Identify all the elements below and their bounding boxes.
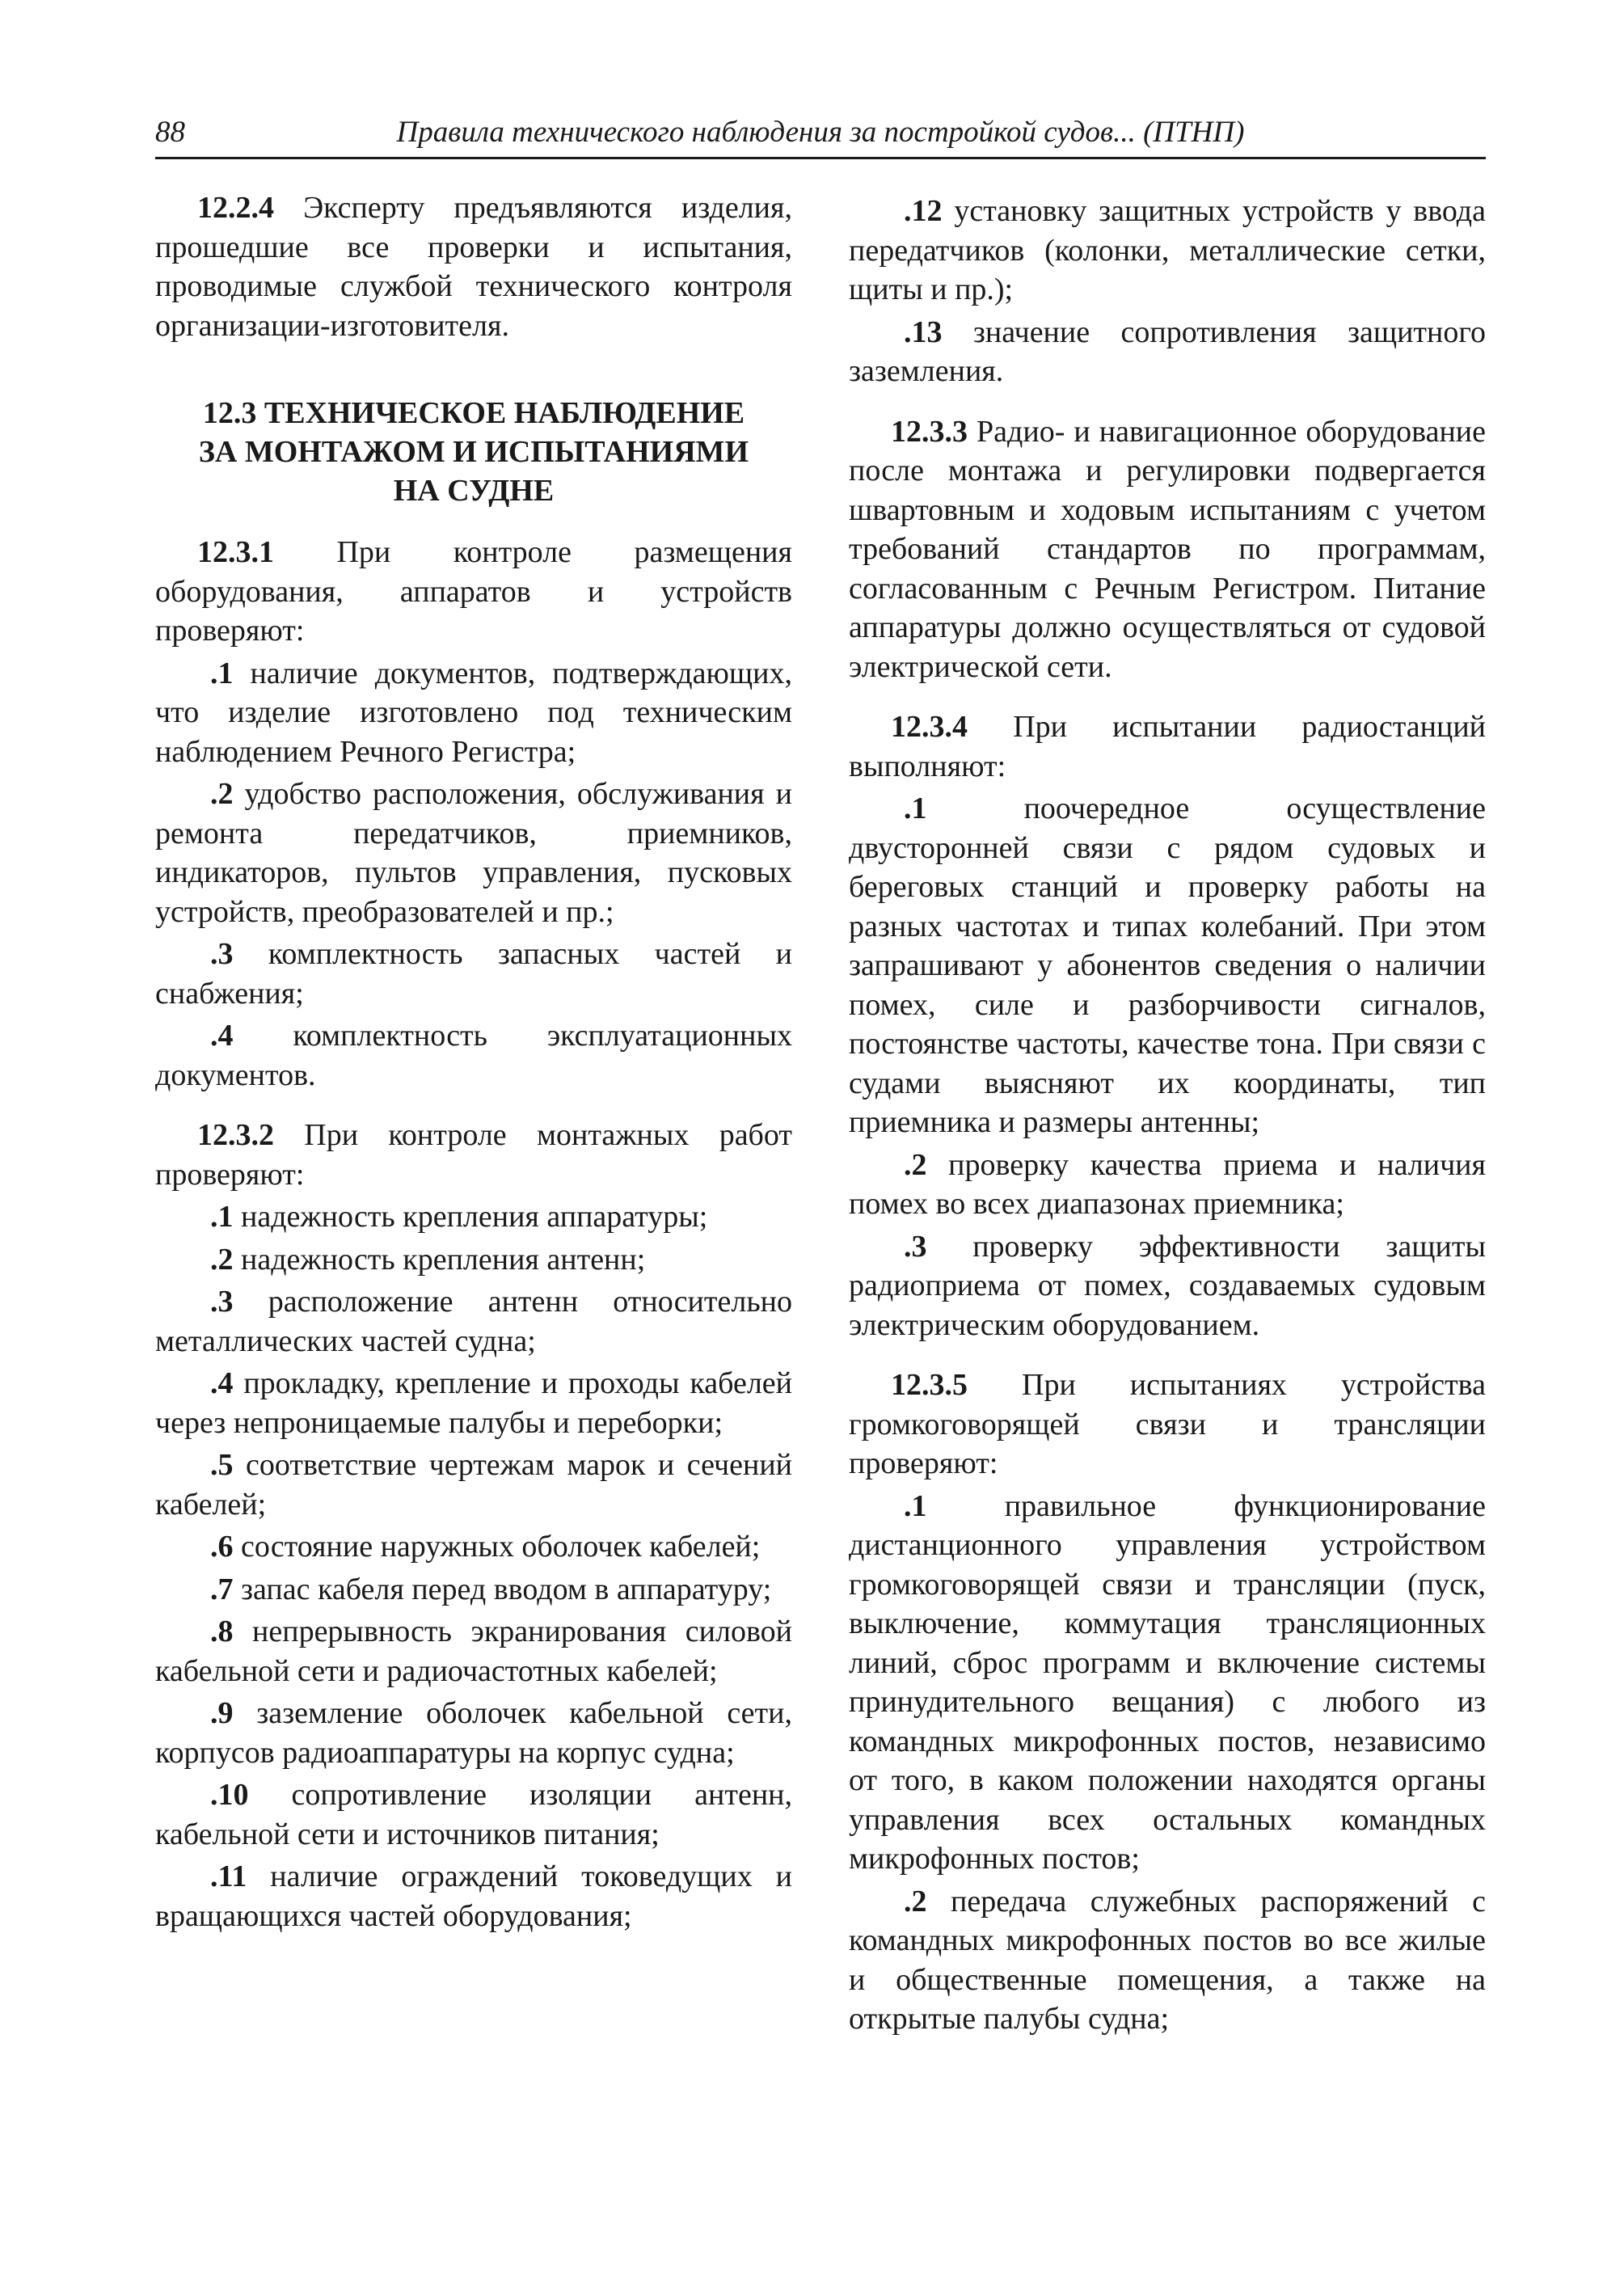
- section-heading-line: НА СУДНЕ: [393, 474, 555, 508]
- item-number: .2: [210, 1242, 234, 1277]
- item-number: .2: [210, 777, 234, 811]
- item-number: .1: [210, 1200, 234, 1234]
- item-text: сопротивление изоляции антенн, кабельной сети и источников питания;: [155, 1778, 792, 1851]
- two-column-body: [155, 188, 1486, 2039]
- list-item: [155, 1570, 792, 1610]
- list-item: [155, 1197, 792, 1237]
- item-number: .5: [210, 1448, 234, 1482]
- item-number: .8: [210, 1615, 234, 1648]
- item-text: состояние наружных оболочек кабелей;: [233, 1530, 761, 1564]
- item-number: .6: [210, 1530, 234, 1564]
- list-item: [849, 1882, 1486, 2039]
- clause-number: 12.3.2: [197, 1118, 274, 1152]
- item-text: наличие ограждений токоведущих и вращающихся частей оборудования;: [155, 1859, 792, 1933]
- list-item: [155, 1527, 792, 1567]
- paragraph-12-2-4: [155, 188, 792, 345]
- list-item: [155, 1016, 792, 1095]
- item-text: значение сопротивления защитного заземления.: [849, 314, 1486, 388]
- list-item: [849, 1227, 1486, 1345]
- item-text: надежность крепления антенн;: [233, 1242, 646, 1277]
- clause-number: 12.3.3: [891, 414, 968, 449]
- item-text: проверку эффективности защиты радиоприема от помех, создаваемых судовым электрическим оборудованием.: [849, 1229, 1486, 1342]
- paragraph-12-3-5: [849, 1365, 1486, 1484]
- running-header: [155, 115, 1486, 159]
- section-heading-line: ЗА МОНТАЖОМ И ИСПЫТАНИЯМИ: [198, 435, 749, 469]
- right-column: [849, 188, 1486, 2039]
- item-number: .3: [210, 937, 234, 971]
- section-heading-12-3: [155, 394, 792, 510]
- list-item: [849, 789, 1486, 1142]
- paragraph-12-3-1: [155, 533, 792, 651]
- list-item: [849, 1487, 1486, 1879]
- clause-number: 12.2.4: [197, 191, 274, 225]
- clause-text: При контроле монтажных работ проверяют:: [155, 1118, 792, 1192]
- item-number: .1: [904, 1488, 927, 1523]
- section-heading-line: 12.3 ТЕХНИЧЕСКОЕ НАБЛЮДЕНИЕ: [202, 396, 745, 430]
- list-item: [155, 654, 792, 772]
- clause-text: При контроле размещения оборудования, аппаратов и устройств проверяют:: [155, 535, 792, 648]
- clause-number: 12.3.1: [197, 535, 274, 569]
- list-item: [155, 1446, 792, 1524]
- list-item: [155, 1857, 792, 1935]
- item-number: .3: [904, 1229, 927, 1264]
- clause-text: При испытании радиостанций выполняют:: [849, 710, 1486, 783]
- list-item: [155, 775, 792, 931]
- page-number: 88: [155, 116, 185, 149]
- item-text: передача служебных распоряжений с командных микрофонных постов во все жилые и общественные помещения, а также на открытые палубы судна;: [849, 1884, 1486, 2036]
- item-text: удобство расположения, обслуживания и ремонта передатчиков, приемников, индикаторов, пультов управления, пусковых устройств, преобразователей и пр.;: [155, 777, 792, 929]
- list-item: [155, 1612, 792, 1691]
- item-number: .11: [210, 1859, 247, 1893]
- clause-text: Радио- и навигационное оборудование после монтажа и регулировки подвергается швартовным и ходовым испытаниям с учетом требований стандартов по программам, согласованным с Речным Регистром. Питание аппаратуры должно осуществляться от судовой электрической сети.: [849, 414, 1486, 684]
- list-item: [849, 1146, 1486, 1224]
- left-column: [155, 188, 792, 2039]
- clause-number: 12.3.4: [891, 710, 968, 744]
- clause-text: Эксперту предъявляются изделия, прошедшие все проверки и испытания, проводимые службой технического контроля организации-изготовителя.: [155, 191, 792, 343]
- list-item: [849, 313, 1486, 391]
- item-number: .3: [210, 1285, 234, 1319]
- clause-text: При испытаниях устройства громкоговорящей связи и трансляции проверяют:: [849, 1368, 1486, 1480]
- list-item: [155, 935, 792, 1013]
- running-title: Правила технического наблюдения за постройкой судов... (ПТНП): [396, 116, 1245, 149]
- item-text: прокладку, крепление и проходы кабелей через непроницаемые палубы и переборки;: [155, 1366, 792, 1440]
- item-text: комплектность эксплуатационных документов.: [155, 1019, 792, 1092]
- paragraph-12-3-3: [849, 412, 1486, 687]
- list-item: [155, 1282, 792, 1361]
- list-item: [849, 192, 1486, 310]
- item-text: комплектность запасных частей и снабжения;: [155, 937, 792, 1011]
- item-number: .2: [904, 1884, 927, 1918]
- item-text: соответствие чертежам марок и сечений кабелей;: [155, 1448, 792, 1522]
- item-number: .4: [210, 1019, 234, 1053]
- item-text: запас кабеля перед вводом в аппаратуру;: [233, 1572, 772, 1606]
- item-number: .1: [904, 791, 927, 825]
- item-text: наличие документов, подтверждающих, что изделие изготовлено под техническим наблюдением Речного Регистра;: [155, 656, 792, 769]
- clause-number: 12.3.5: [891, 1368, 968, 1402]
- page: [155, 115, 1486, 2039]
- paragraph-12-3-4: [849, 707, 1486, 786]
- item-text: установку защитных устройств у ввода передатчиков (колонки, металлические сетки, щиты и пр.);: [849, 194, 1486, 306]
- item-number: .10: [210, 1778, 249, 1812]
- item-number: .1: [210, 656, 234, 690]
- item-text: расположение антенн относительно металлических частей судна;: [155, 1285, 792, 1358]
- item-text: проверку качества приема и наличия помех во всех диапазонах приемника;: [849, 1147, 1486, 1221]
- item-text: заземление оболочек кабельной сети, корпусов радиоаппаратуры на корпус судна;: [155, 1696, 792, 1770]
- item-text: правильное функционирование дистанционного управления устройством громкоговорящей связи и трансляции (пуск, выключение, коммутация трансляционных линий, сброс программ и включение системы принудительного вещания) с любого из командных микрофонных постов, независимо от того, в каком положении находятся органы управления всех остальных командных микрофонных постов;: [849, 1488, 1486, 1876]
- item-number: .9: [210, 1696, 234, 1730]
- paragraph-12-3-2: [155, 1116, 792, 1194]
- item-number: .4: [210, 1366, 234, 1400]
- item-text: надежность крепления аппаратуры;: [233, 1200, 708, 1234]
- list-item: [155, 1775, 792, 1854]
- list-item: [155, 1694, 792, 1772]
- item-number: .7: [210, 1572, 234, 1606]
- item-number: .13: [904, 314, 943, 349]
- item-text: непрерывность экранирования силовой кабельной сети и радиочастотных кабелей;: [155, 1615, 792, 1688]
- item-number: .12: [904, 194, 943, 228]
- list-item: [155, 1364, 792, 1442]
- list-item: [155, 1240, 792, 1280]
- item-number: .2: [904, 1147, 927, 1182]
- item-text: поочередное осуществление двусторонней связи с рядом судовых и береговых станций и проверку работы на разных частотах и типах колебаний. При этом запрашивают у абонентов сведения о наличии помех, силе и разборчивости сигналов, постоянстве частоты, качестве тона. При связи с судами выясняют их координаты, тип приемника и размеры антенны;: [849, 791, 1486, 1139]
